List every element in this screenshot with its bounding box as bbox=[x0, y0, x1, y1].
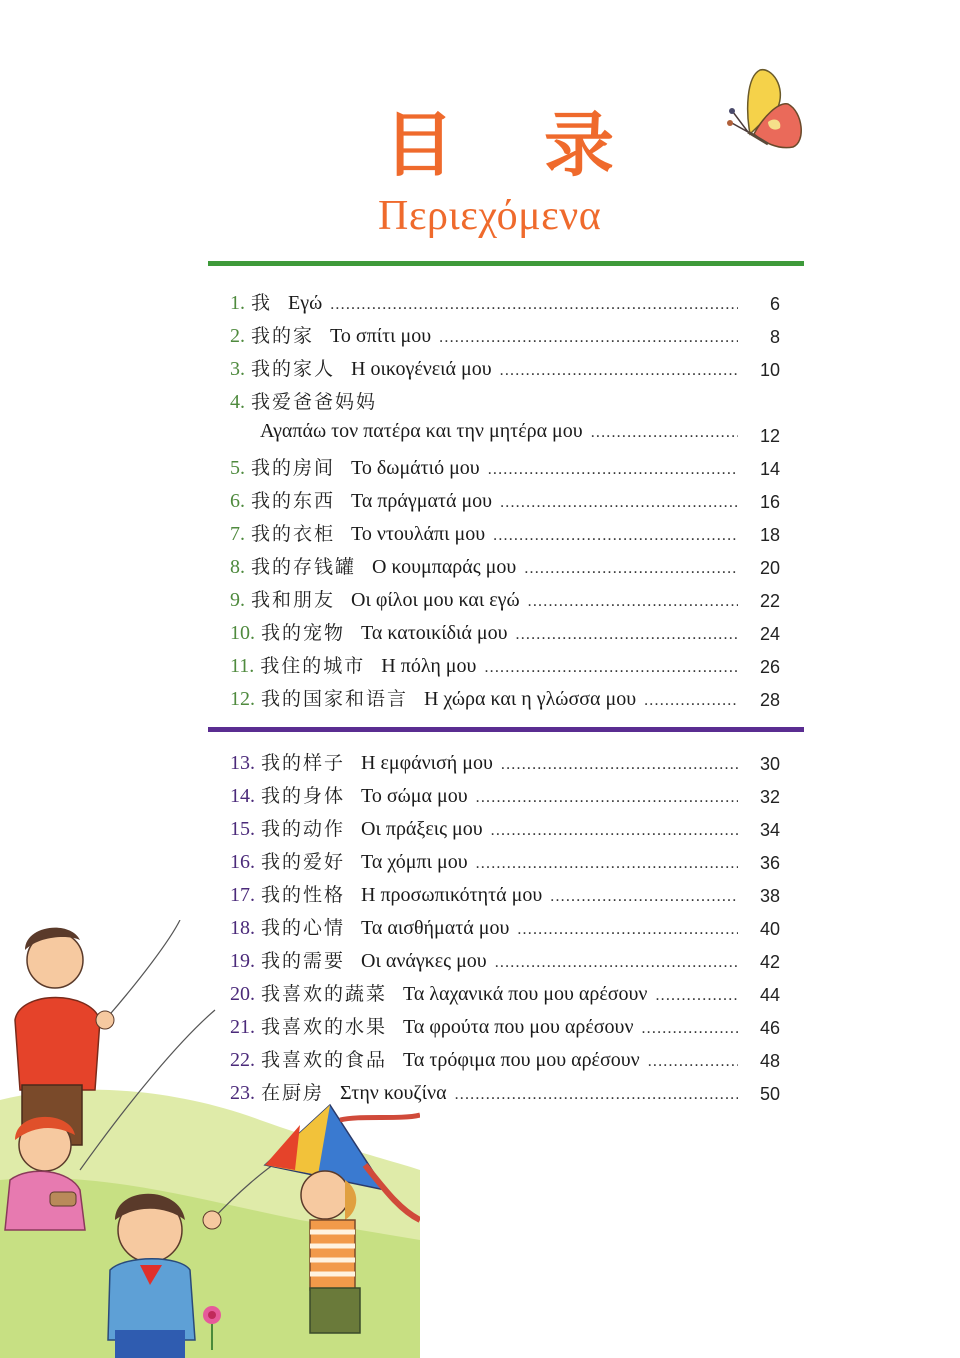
page-number: 22 bbox=[759, 591, 780, 611]
title-char: 目 bbox=[384, 104, 454, 186]
page-number: 20 bbox=[759, 558, 780, 578]
section-divider-purple bbox=[208, 727, 804, 732]
toc-entry[interactable]: 3. 我的家人 Η οικογένειά μου ..... 10 bbox=[230, 354, 780, 386]
dot-leader bbox=[648, 1053, 738, 1071]
dot-leader bbox=[517, 921, 738, 939]
page-number: 14 bbox=[759, 459, 780, 479]
page-title-chinese bbox=[384, 100, 614, 190]
dot-leader bbox=[491, 822, 738, 840]
dot-leader bbox=[516, 626, 739, 644]
page-number: 8 bbox=[769, 327, 780, 347]
toc-entry[interactable]: 15. 我的动作 Οι πράξεις μου ..... 34 bbox=[230, 814, 780, 846]
dot-leader bbox=[495, 954, 738, 972]
page-number: 18 bbox=[759, 525, 780, 545]
page-number: 26 bbox=[759, 657, 780, 677]
page-number: 16 bbox=[759, 492, 780, 512]
page-number: 48 bbox=[759, 1051, 780, 1071]
toc-entry[interactable]: 9. 我和朋友 Οι φίλοι μου και εγώ ..... 22 bbox=[230, 585, 780, 617]
dot-leader bbox=[493, 527, 738, 545]
dot-leader bbox=[550, 888, 738, 906]
toc-entry[interactable]: 22. 我喜欢的食品 Τα τρόφιμα που μου αρέσουν ..... 48 bbox=[230, 1045, 780, 1077]
toc-entry[interactable]: 1. 我 Εγώ ..... 6 bbox=[230, 288, 780, 320]
toc-entry-heading[interactable]: 4. 我爱爸爸妈妈 bbox=[230, 391, 378, 413]
toc-entry[interactable]: 13. 我的样子 Η εμφάνισή μου ..... 30 bbox=[230, 748, 780, 780]
toc-entry[interactable]: 12. 我的国家和语言 Η χώρα και η γλώσσα μου ..... 28 bbox=[230, 684, 780, 716]
dot-leader bbox=[330, 296, 738, 314]
toc-entry[interactable]: 14. 我的身体 Το σώμα μου ..... 32 bbox=[230, 781, 780, 813]
toc-entry[interactable]: 7. 我的衣柜 Το ντουλάπι μου ..... 18 bbox=[230, 519, 780, 551]
dot-leader bbox=[641, 1020, 738, 1038]
page-number: 34 bbox=[759, 820, 780, 840]
page-number: 6 bbox=[769, 294, 780, 314]
page-number: 30 bbox=[759, 754, 780, 774]
dot-leader bbox=[644, 692, 738, 710]
butterfly-icon bbox=[708, 62, 808, 152]
page-number: 36 bbox=[759, 853, 780, 873]
page-number: 40 bbox=[759, 919, 780, 939]
toc-entry[interactable]: 10. 我的宠物 Τα κατοικίδιά μου ..... 24 bbox=[230, 618, 780, 650]
toc-entry[interactable]: Αγαπάω τον πατέρα και την μητέρα μου ..... 12 bbox=[230, 420, 780, 452]
toc-entry[interactable]: 6. 我的东西 Τα πράγματά μου ..... 16 bbox=[230, 486, 780, 518]
toc-entry[interactable]: 16. 我的爱好 Τα χόμπι μου ..... 36 bbox=[230, 847, 780, 879]
page-number: 10 bbox=[759, 360, 780, 380]
page-number: 44 bbox=[759, 985, 780, 1005]
page-number: 50 bbox=[759, 1084, 780, 1104]
section-divider-green bbox=[208, 261, 804, 266]
dot-leader bbox=[524, 560, 738, 578]
toc-entry[interactable]: 21. 我喜欢的水果 Τα φρούτα που μου αρέσουν ..... 46 bbox=[230, 1012, 780, 1044]
dot-leader bbox=[591, 424, 738, 442]
dot-leader bbox=[655, 987, 738, 1005]
dot-leader bbox=[488, 461, 738, 479]
page-number: 32 bbox=[759, 787, 780, 807]
page-number: 42 bbox=[759, 952, 780, 972]
dot-leader bbox=[500, 362, 738, 380]
title-char: 录 bbox=[544, 104, 614, 186]
toc-entry[interactable]: 17. 我的性格 Η προσωπικότητά μου ..... 38 bbox=[230, 880, 780, 912]
dot-leader bbox=[501, 756, 738, 774]
dot-leader bbox=[500, 494, 738, 512]
page-number: 38 bbox=[759, 886, 780, 906]
toc-entry[interactable]: 18. 我的心情 Τα αισθήματά μου ..... 40 bbox=[230, 913, 780, 945]
dot-leader bbox=[484, 659, 738, 677]
toc-entry[interactable]: 20. 我喜欢的蔬菜 Τα λαχανικά που μου αρέσουν ..... 44 bbox=[230, 979, 780, 1011]
page-number: 24 bbox=[759, 624, 780, 644]
page-title-greek: Περιεχόμενα bbox=[378, 193, 602, 239]
dot-leader bbox=[476, 789, 738, 807]
toc-entry[interactable]: 5. 我的房间 Το δωμάτιό μου ..... 14 bbox=[230, 453, 780, 485]
dot-leader bbox=[528, 593, 738, 611]
toc-entry[interactable]: 8. 我的存钱罐 Ο κουμπαράς μου ..... 20 bbox=[230, 552, 780, 584]
toc-entry[interactable]: 2. 我的家 Το σπίτι μου ..... 8 bbox=[230, 321, 780, 353]
dot-leader bbox=[455, 1086, 738, 1104]
page-number: 46 bbox=[759, 1018, 780, 1038]
toc-entry[interactable]: 11. 我住的城市 Η πόλη μου ..... 26 bbox=[230, 651, 780, 683]
page-number: 28 bbox=[759, 690, 780, 710]
dot-leader bbox=[439, 329, 738, 347]
page-number: 12 bbox=[759, 426, 780, 446]
children-kites-illustration bbox=[0, 920, 420, 1358]
toc-entry[interactable]: 23. 在厨房 Στην κουζίνα ..... 50 bbox=[230, 1078, 780, 1110]
dot-leader bbox=[476, 855, 738, 873]
toc-entry[interactable]: 19. 我的需要 Οι ανάγκες μου ..... 42 bbox=[230, 946, 780, 978]
